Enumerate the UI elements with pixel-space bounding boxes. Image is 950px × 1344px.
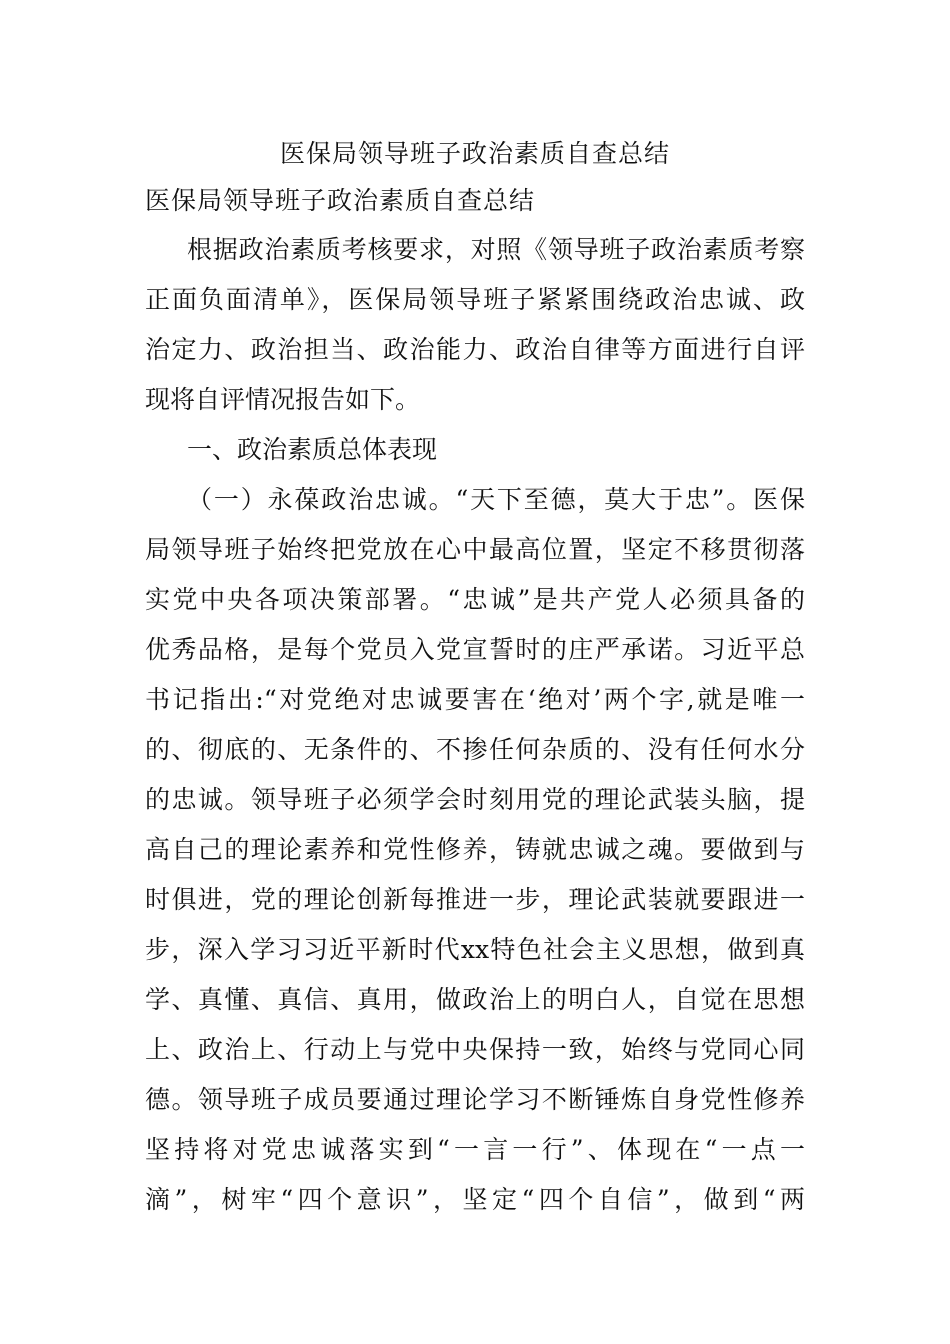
paragraph-line: 的忠诚。领导班子必须学会时刻用党的理论武装头脑，提	[145, 785, 805, 814]
paragraph-line: 书记指出:“对党绝对忠诚要害在‘绝对’两个字,就是唯一	[145, 685, 805, 714]
paragraph-line: 现将自评情况报告如下。	[145, 385, 421, 414]
paragraph-line: 学、真懂、真信、真用，做政治上的明白人，自觉在思想	[145, 985, 805, 1014]
paragraph-line: 坚持将对党忠诚落实到“一言一行”、体现在“一点一	[145, 1135, 805, 1164]
paragraph-line: 滴”，树牢“四个意识”，坚定“四个自信”，做到“两	[145, 1185, 805, 1214]
paragraph-line: 高自己的理论素养和党性修养，铸就忠诚之魂。要做到与	[145, 835, 805, 864]
document-subtitle: 医保局领导班子政治素质自查总结	[145, 186, 536, 215]
paragraph-line: 治定力、政治担当、政治能力、政治自律等方面进行自评	[145, 335, 805, 364]
paragraph-line: 的、彻底的、无条件的、不掺任何杂质的、没有任何水分	[145, 735, 805, 764]
section-heading: 一、政治素质总体表现	[187, 435, 438, 464]
paragraph-line: 步，深入学习习近平新时代xx特色社会主义思想，做到真	[145, 935, 805, 964]
paragraph-line: （一）永葆政治忠诚。“天下至德，莫大于忠”。医保	[187, 485, 805, 514]
paragraph-line: 德。领导班子成员要通过理论学习不断锤炼自身党性修养	[145, 1085, 805, 1114]
paragraph-line: 优秀品格，是每个党员入党宣誓时的庄严承诺。习近平总	[145, 635, 805, 664]
paragraph-line: 时俱进，党的理论创新每推进一步，理论武装就要跟进一	[145, 885, 805, 914]
paragraph-line: 实党中央各项决策部署。“忠诚”是共产党人必须具备的	[145, 585, 805, 614]
paragraph-line: 上、政治上、行动上与党中央保持一致，始终与党同心同	[145, 1035, 805, 1064]
paragraph-line: 正面负面清单》，医保局领导班子紧紧围绕政治忠诚、政	[145, 285, 805, 314]
paragraph-line: 局领导班子始终把党放在心中最高位置，坚定不移贯彻落	[145, 535, 805, 564]
document-title: 医保局领导班子政治素质自查总结	[279, 139, 670, 168]
paragraph-line: 根据政治素质考核要求，对照《领导班子政治素质考察	[187, 235, 805, 264]
